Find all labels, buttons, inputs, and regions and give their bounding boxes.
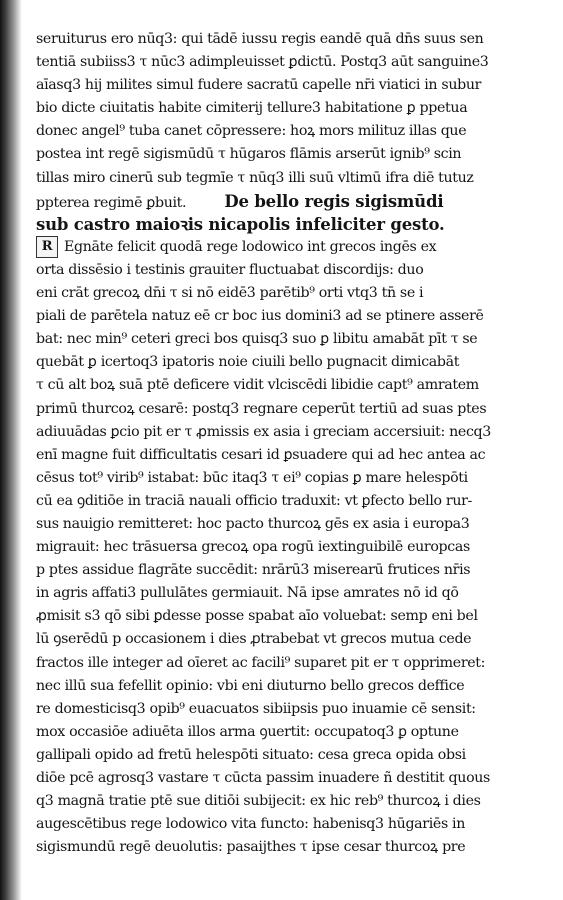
- body-line: cū ea ꝯditiōe in traciā nauali officio traduxit: vt ꝑfecto bello rur-: [36, 492, 473, 509]
- text-line: postea int regē sigismūdū τ hūgaros flāmis arserūt ignib⁹ scin: [36, 146, 462, 163]
- text-line: donec angel⁹ tuba canet cōpressere: hoꝝ mors milituz illas que: [36, 123, 467, 140]
- body-line: τ cū alt boꝝ suā ptē deficere vidit vlciscēdi libidie capt⁹ amratem: [36, 377, 479, 394]
- body-line: enī magne fuit difficultatis cesari id ꝑsuadere qui ad hec antea ac: [36, 446, 486, 463]
- text-line-with-heading: [36, 190, 541, 213]
- body-line: ꝓmisit s3 qō sibi ꝑdesse posse spabat aīo voluebat: semp eni bel: [36, 608, 478, 625]
- body-line: gallipali opido ad fretū helespōti situato: cesa greca opida obsi: [36, 746, 466, 763]
- body-line: nec illū sua fefellit opinio: vbi eni diuturno bello grecos deffice: [36, 677, 465, 694]
- initial-letter: R: [36, 236, 58, 258]
- body-line: adiuuādas ꝑcio pit er τ ꝓmissis ex asia i greciam accersiuit: necq3: [36, 423, 491, 440]
- body-line: quebāt ꝑ icertoq3 ipatoris noie ciuili bello pugnacit dimicabāt: [36, 354, 460, 371]
- first-body-line: [36, 236, 541, 259]
- binding-shadow: [0, 0, 22, 900]
- body-line: lū ꝯserēdū p occasionem i dies ꝓtrabebat vt grecos mutua cede: [36, 631, 472, 648]
- body-line: mox occasiōe adiuēta illos arma ꝯuertit: occupatoq3 ꝑ optune: [36, 723, 459, 740]
- body-line: re domesticisq3 opib⁹ euacuatos sibiipsis puo inuamie cē sensit:: [36, 700, 476, 717]
- body-line: augescētibus rege lodowico vita functo: habenisq3 hūgariēs in: [36, 816, 466, 833]
- body-line: piali de parētela natuz eē cr boc ius domini3 ad se ptinere asserē: [36, 308, 484, 325]
- text-line: seruiturus ero nūq3: qui tādē iussu regis eandē quā dn̄s suus sen: [36, 31, 484, 47]
- body-line: diōe pcē agrosq3 vastare τ cūcta passim inuadere ñ destitit quous: [36, 770, 490, 786]
- body-line: primū thurcoꝝ cesarē: postq3 regnare ceperūt tertiū ad suas ptes: [36, 400, 487, 417]
- text-line: bio dicte ciuitatis habite cimiterij tellure3 habitatione ꝑ ppetua: [36, 100, 468, 117]
- body-line: cēsus tot⁹ virib⁹ istabat: būc itaq3 τ ei⁹ copias ꝑ mare helespōti: [36, 469, 468, 486]
- body-line: q3 magnā tratie ptē sue ditiōi subijecit: ex hic reb⁹ thurcoꝝ i dies: [36, 793, 481, 810]
- text-line: tillas miro cinerū sub tegmīe τ nūq3 illi suū vltimū ifra diē tutuz: [36, 169, 474, 186]
- chapter-heading-part2: sub castro maioꝛis nicapolis infeliciter gesto.: [36, 214, 445, 234]
- body-line: migrauit: hec trāsuersa grecoꝝ opa rogū iextinguibilē europcas: [36, 539, 470, 556]
- chapter-heading-part1: De bello regis sigismūdi: [224, 191, 444, 211]
- body-line: in agris affati3 pullulātes germiauit. Nā ipse amrates nō id qō: [36, 585, 459, 602]
- body-line: bat: nec min⁹ ceteri greci bos quisq3 suo ꝑ libitu amabāt pīt τ se: [36, 331, 478, 348]
- body-line: p ptes assidue flagrāte succēdit: nrārū3 miserearū frutices nr̄is: [36, 562, 471, 579]
- body-line: eni crāt grecoꝝ dn̄i τ si nō eidē3 parētib⁹ orti vtq3 tn̄ se i: [36, 285, 424, 302]
- body-line: orta dissēsio i testinis grauiter fluctuabat discordijs: duo: [36, 261, 424, 278]
- page-text: [36, 28, 541, 859]
- first-line-text: Egnāte felicit quodā rege lodowico int grecos ingēs ex: [64, 238, 437, 255]
- text-line-end: ppterea regimē ꝑbuit.: [36, 194, 187, 211]
- body-line: fractos ille integer ad oīeret ac facili⁹ suparet pit er τ opprimeret:: [36, 654, 486, 671]
- text-line: tentiā subiiss3 τ nūc3 adimpleuisset ꝑdictū. Postq3 aūt sanguine3: [36, 54, 489, 71]
- body-line: sus nauigio remitteret: hoc pacto thurcoꝝ gēs ex asia i europa3: [36, 515, 470, 532]
- body-line: sigismundū regē deuolutis: pasaijthes τ ipse cesar thurcoꝝ pre: [36, 839, 466, 856]
- text-line: aīasq3 hij milites simul fudere sacratū capelle nr̄i viatici in subur: [36, 77, 482, 94]
